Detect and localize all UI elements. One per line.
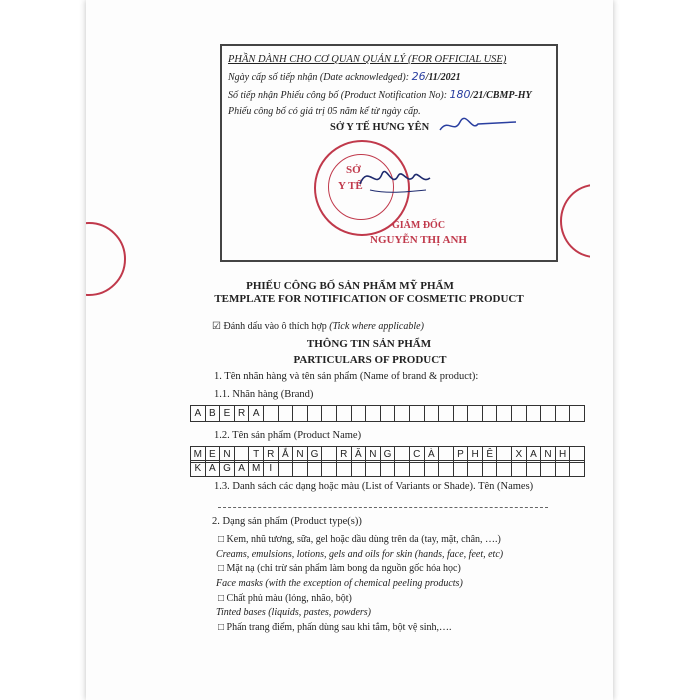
product-char-cell: Ắ [278,446,294,463]
product-char-cell: À [424,446,440,463]
product-char-cell: N [219,446,235,463]
brand-char-cell [380,405,396,422]
product-char-cell [555,460,571,477]
product-char-cell: G [307,446,323,463]
brand-char-cell [467,405,483,422]
product-char-cell: C [409,446,425,463]
product-char-cell [438,460,454,477]
date-label: Ngày cấp số tiếp nhận (Date acknowledged): [228,72,410,83]
product-char-cell [409,460,425,477]
option-4-vn: □ Phấn trang điểm, phấn dùng sau khi tắm, bột vệ sinh,…. [218,622,452,633]
product-char-cell [336,460,352,477]
product-char-cell [292,460,308,477]
number-label: Số tiếp nhận Phiếu công bố (Product Notification No): [228,90,448,101]
brand-char-cell [365,405,381,422]
question-1-1: 1.1. Nhãn hàng (Brand) [214,389,314,400]
brand-char-cell: B [205,405,221,422]
product-char-cell: T [248,446,264,463]
brand-char-cell [526,405,542,422]
brand-char-cell [511,405,527,422]
brand-char-cell [336,405,352,422]
brand-char-cell [482,405,498,422]
brand-char-cell [278,405,294,422]
option-1-vn: □ Kem, nhũ tương, sữa, gel hoặc dầu dùng trên da (tay, mặt, chân, ….) [218,534,501,545]
form-title-vn: PHIẾU CÔNG BỐ SẢN PHẨM MỸ PHẨM [246,280,454,292]
validity-note: Phiếu công bố có giá trị 05 năm kể từ ngày cấp. [228,106,421,117]
brand-char-cell: A [248,405,264,422]
product-char-cell [526,460,542,477]
product-char-cell [569,460,585,477]
product-char-cell: H [555,446,571,463]
brand-char-cell [438,405,454,422]
option-1-en: Creams, emulsions, lotions, gels and oils for skin (hands, face, feet, etc) [216,549,504,560]
product-char-cell: I [263,460,279,477]
brand-char-grid [191,405,585,422]
brand-char-cell [540,405,556,422]
date-suffix: /11/2021 [425,72,461,83]
brand-char-cell [394,405,410,422]
product-char-cell [351,460,367,477]
brand-char-cell: A [190,405,206,422]
seal-text-line1: SỞ [346,164,361,176]
brand-char-cell [555,405,571,422]
tick-note-vn: Đánh dấu vào ô thích hợp [223,321,327,332]
product-char-cell: G [380,446,396,463]
product-char-cell [365,460,381,477]
tick-checkbox-icon: ☑ [212,321,221,332]
product-char-cell: N [365,446,381,463]
brand-char-cell [496,405,512,422]
product-char-cell: G [219,460,235,477]
product-char-cell: P [453,446,469,463]
authority-name: SỞ Y TẾ HƯNG YÊN [330,122,430,133]
question-1-2: 1.2. Tên sản phẩm (Product Name) [214,430,362,441]
section-title-vn: THÔNG TIN SẢN PHẨM [306,338,432,350]
number-value: 180 [449,88,471,101]
product-char-cell: Ê [482,446,498,463]
product-char-cell: N [292,446,308,463]
brand-char-cell [307,405,323,422]
product-char-cell [540,460,556,477]
brand-char-cell: R [234,405,250,422]
product-char-cell: M [190,446,206,463]
product-char-cell: R [263,446,279,463]
brand-char-cell [263,405,279,422]
brand-char-cell [569,405,585,422]
brand-char-cell: E [219,405,235,422]
question-2: 2. Dạng sản phẩm (Product type(s)) [212,516,362,527]
brand-char-cell [453,405,469,422]
date-acknowledged-row [228,70,461,83]
option-2-en: Face masks (with the exception of chemical peeling products) [216,578,463,589]
product-char-cell [380,460,396,477]
option-3-vn: □ Chất phủ màu (lỏng, nhão, bột) [218,593,352,604]
tick-note [212,321,424,332]
product-char-cell: A [234,460,250,477]
product-char-cell: A [526,446,542,463]
product-char-cell: N [540,446,556,463]
product-char-cell: K [190,460,206,477]
product-char-cell: A [205,460,221,477]
director-signature [356,160,436,200]
section-title-en: PARTICULARS OF PRODUCT [293,354,447,366]
option-2-vn: □ Mặt nạ (chỉ trừ sản phẩm làm bong da nguồn gốc hóa học) [218,563,461,574]
product-char-cell [467,460,483,477]
product-char-cell [496,460,512,477]
question-1: 1. Tên nhãn hàng và tên sản phẩm (Name of brand & product): [214,371,479,382]
question-1-3: 1.3. Danh sách các dạng hoặc màu (List of Variants or Shade). Tên (Names) [214,481,534,492]
director-name: NGUYỄN THỊ ANH [370,234,467,246]
product-char-cell [453,460,469,477]
seal-text-line2: Y TẾ [338,180,363,192]
product-char-cell [511,460,527,477]
brand-char-cell [321,405,337,422]
product-char-cell: M [248,460,264,477]
variants-dotted-line [218,507,548,508]
brand-char-cell [292,405,308,422]
brand-char-cell [351,405,367,422]
product-name-grid-row2 [191,460,585,477]
brand-char-cell [424,405,440,422]
product-char-cell: Ă [351,446,367,463]
product-char-cell: H [467,446,483,463]
product-char-cell: X [511,446,527,463]
brand-char-cell [409,405,425,422]
date-value: 26 [411,70,426,83]
authority-signature [438,112,518,138]
number-suffix: /21/CBMP-HY [470,90,532,101]
tick-note-en: (Tick where applicable) [329,321,424,332]
product-char-cell [482,460,498,477]
product-char-cell [321,460,337,477]
official-header: PHẦN DÀNH CHO CƠ QUAN QUẢN LÝ (FOR OFFICIAL USE) [228,54,507,65]
product-char-cell [394,460,410,477]
notification-number-row [228,88,532,101]
product-char-cell [278,460,294,477]
form-title-en: TEMPLATE FOR NOTIFICATION OF COSMETIC PRODUCT [214,293,524,305]
product-char-cell [424,460,440,477]
director-position: GIÁM ĐỐC [392,220,446,231]
product-char-cell: R [336,446,352,463]
product-char-cell: E [205,446,221,463]
option-3-en: Tinted bases (liquids, pastes, powders) [216,607,372,618]
product-char-cell [307,460,323,477]
